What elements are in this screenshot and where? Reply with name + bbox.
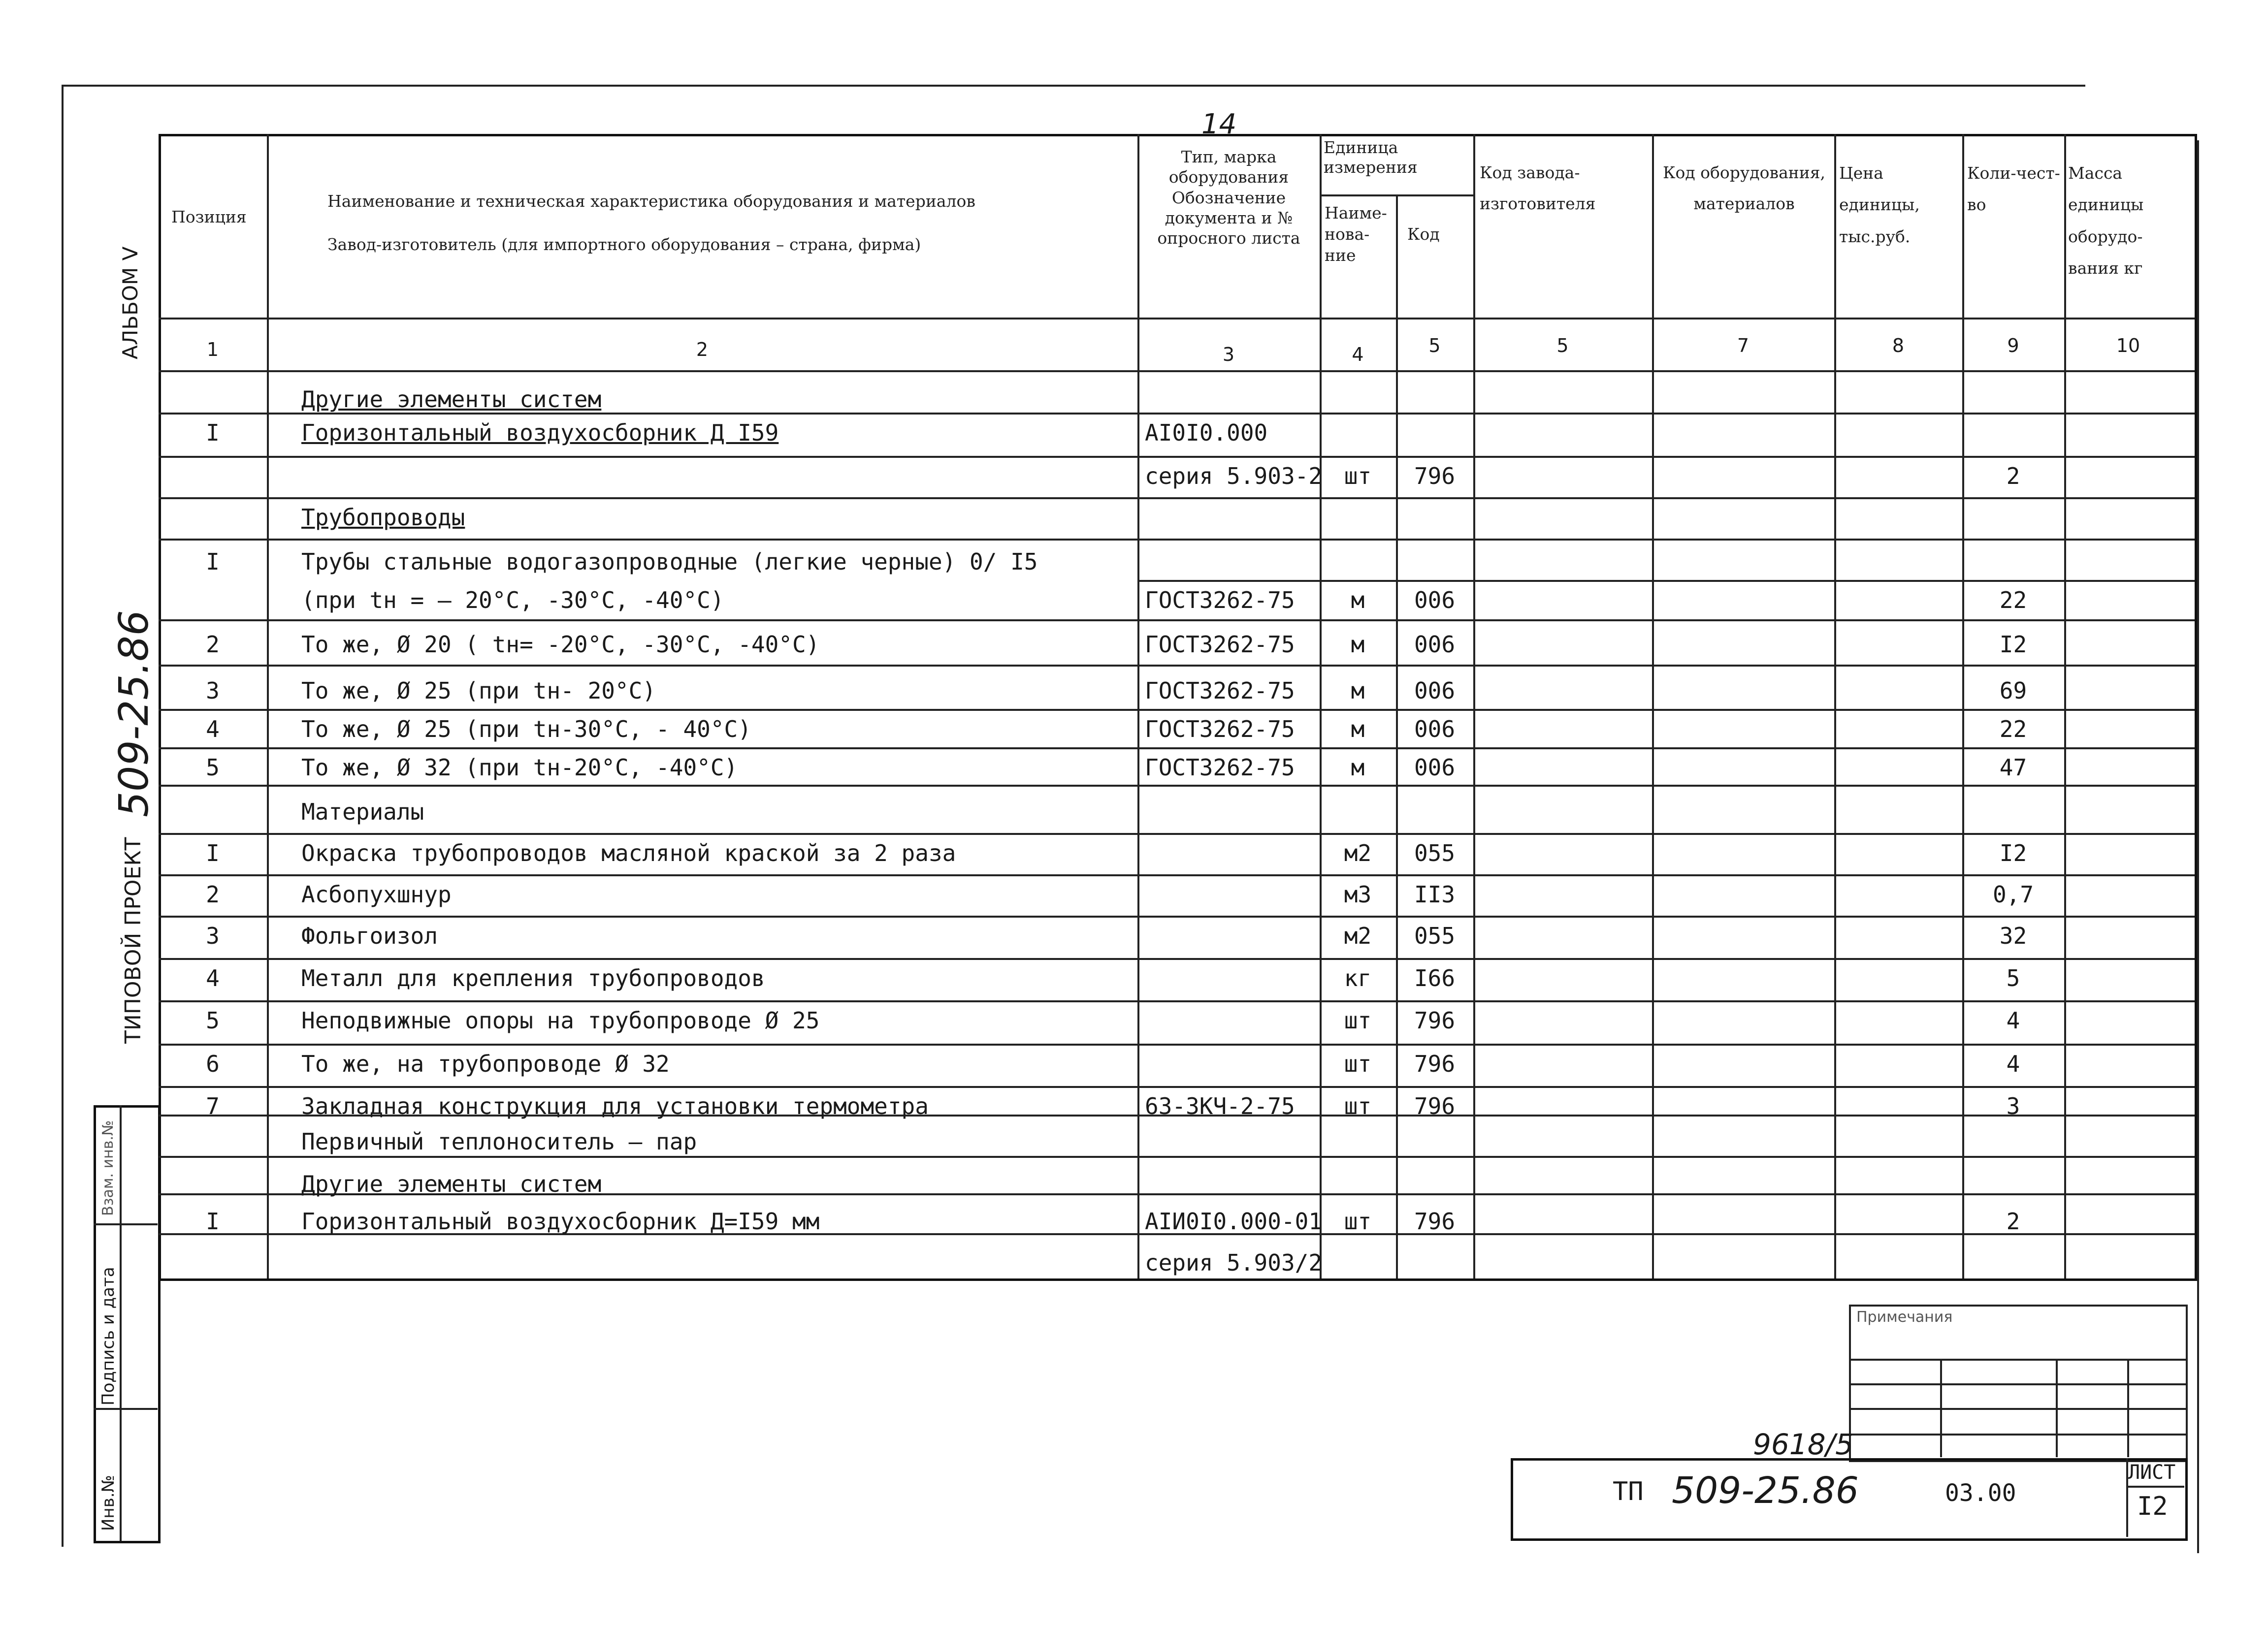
cell-unit: м	[1351, 587, 1365, 613]
album-label: АЛЬБОМ V	[118, 246, 142, 359]
page-number: 14	[1201, 108, 1237, 140]
cell-code: 055	[1414, 923, 1456, 949]
cell-qty: I2	[1999, 631, 2027, 658]
row-line	[159, 1044, 2195, 1046]
cell-name: Трубопроводы	[301, 504, 465, 531]
header-name-line2: Завод-изготовитель (для импортного оборудования – страна, фирма)	[327, 235, 921, 254]
stamp-sign-label: Подпись и дата	[98, 1267, 118, 1405]
header-equip-code: Код оборудования, материалов	[1662, 163, 1826, 213]
cell-pos: 7	[206, 1093, 220, 1119]
cell-name: Материалы	[301, 798, 424, 825]
cell-unit: м2	[1344, 923, 1372, 949]
cell-unit: шт	[1344, 1093, 1372, 1119]
cell-code: 006	[1414, 587, 1456, 613]
cell-code: 796	[1414, 1093, 1456, 1119]
col-line-1	[267, 134, 269, 1278]
colnum-5b: 5	[1556, 335, 1569, 356]
cell-name: Горизонтальный воздухосборник Д I59	[301, 419, 779, 446]
cell-unit: шт	[1344, 1007, 1372, 1034]
cell-code: 006	[1414, 754, 1456, 781]
cell-name: Другие элементы систем	[301, 1171, 602, 1197]
row-line	[159, 747, 2195, 749]
row-line	[159, 413, 2195, 415]
row-line	[159, 1086, 2195, 1088]
stamp-inv-label: Инв.№	[98, 1475, 118, 1531]
colnum-10: 10	[2116, 335, 2140, 356]
cell-pos: I	[206, 548, 220, 575]
colnum-bottom-line	[159, 370, 2195, 372]
cell-qty: 32	[1999, 923, 2027, 949]
cell-unit: шт	[1344, 463, 1372, 489]
row-line	[159, 916, 2195, 918]
header-maker-code: Код завода-изготовителя	[1480, 163, 1596, 213]
cell-pos: 4	[206, 965, 220, 991]
cell-type: серия 5.903-2	[1145, 463, 1323, 489]
cell-code: 055	[1414, 840, 1456, 866]
cell-qty: 4	[2006, 1007, 2020, 1034]
cell-type: AI0I0.000	[1145, 419, 1268, 446]
cell-code: II3	[1414, 881, 1456, 908]
cell-qty: 22	[1999, 716, 2027, 742]
row-line	[159, 833, 2195, 835]
cell-type: ГОСТ3262-75	[1145, 587, 1295, 613]
header-unit: Единица измерения	[1324, 138, 1418, 177]
cell-qty: 2	[2006, 1208, 2020, 1235]
cell-qty: 0,7	[1992, 881, 2034, 908]
colnum-4: 4	[1352, 344, 1364, 365]
cell-qty: 4	[2006, 1051, 2020, 1077]
row-line	[159, 1000, 2195, 1002]
typical-project-label: ТИПОВОЙ ПРОЕКТ	[121, 837, 146, 1044]
row-line	[159, 539, 2195, 541]
cell-unit: м	[1351, 716, 1365, 742]
cell-qty: 3	[2006, 1093, 2020, 1119]
frame-right-line	[2197, 140, 2199, 1553]
col-line-2	[1137, 134, 1139, 1278]
cell-type: ГОСТ3262-75	[1145, 754, 1295, 781]
notes-grid-2	[1849, 1383, 2186, 1385]
cell-qty: 2	[2006, 463, 2020, 489]
unit-subheader-line	[1320, 194, 1473, 196]
row-line	[159, 1156, 2195, 1158]
header-unit-name: Наиме-нова-ние	[1325, 203, 1387, 265]
stamp-replace-label: Взам. инв.№	[99, 1120, 117, 1216]
cell-code: 006	[1414, 677, 1456, 704]
row-line	[159, 665, 2195, 667]
cell-qty: 69	[1999, 677, 2027, 704]
cell-unit: м	[1351, 754, 1365, 781]
row-line	[159, 497, 2195, 499]
cell-pos: 6	[206, 1051, 220, 1077]
cell-unit: м	[1351, 677, 1365, 704]
col-line-6	[1652, 134, 1654, 1278]
cell-code: 796	[1414, 1007, 1456, 1034]
cell-type: ГОСТ3262-75	[1145, 716, 1295, 742]
sheet-divider	[2126, 1486, 2184, 1488]
sheet-code: 03.00	[1945, 1479, 2016, 1507]
header-price: Цена единицы, тыс.руб.	[1839, 163, 1920, 246]
cell-name: То же, на трубопроводе Ø 32	[301, 1051, 670, 1077]
cell-code: 796	[1414, 463, 1456, 489]
cell-pos: I	[206, 419, 220, 446]
cell-unit: шт	[1344, 1051, 1372, 1077]
cell-pos: 2	[206, 881, 220, 908]
cell-name: То же, Ø 32 (при tн-20°C, -40°C)	[301, 754, 738, 781]
side-stamp-row1	[94, 1223, 158, 1225]
cell-pos: 2	[206, 631, 220, 658]
cell-name: То же, Ø 25 (при tн- 20°C)	[301, 677, 656, 704]
cell-code: 796	[1414, 1051, 1456, 1077]
side-stamp-divider	[120, 1105, 122, 1541]
cell-pos: 5	[206, 1007, 220, 1034]
header-type: Тип, марка оборудования Обозначение документа и № опросного листа	[1157, 147, 1300, 248]
colnum-2: 2	[696, 339, 709, 360]
cell-name: То же, Ø 20 ( tн= -20°C, -30°C, -40°C)	[301, 631, 820, 658]
cell-name: Металл для крепления трубопроводов	[301, 965, 765, 991]
row-line	[159, 958, 2195, 960]
cell-code: I66	[1414, 965, 1456, 991]
cell-name: Фольгоизол	[301, 923, 438, 949]
cell-pos: I	[206, 840, 220, 866]
cell-pos: 5	[206, 754, 220, 781]
cell-name: Закладная конструкция для установки термометра	[301, 1093, 929, 1119]
cell-name: Трубы стальные водогазопроводные (легкие черные) 0/ I5	[301, 548, 1038, 575]
header-qty: Коли-чест-во	[1967, 163, 2060, 215]
colnum-3: 3	[1222, 344, 1235, 365]
cell-name: Первичный теплоноситель – пар	[301, 1128, 697, 1155]
cell-name: Другие элементы систем	[301, 386, 602, 413]
col-line-7	[1834, 134, 1836, 1278]
cell-type: 63-3КЧ-2-75	[1145, 1093, 1295, 1119]
header-unit-code: Код	[1407, 224, 1440, 244]
cell-code: 006	[1414, 716, 1456, 742]
cell-name: То же, Ø 25 (при tн-30°C, - 40°C)	[301, 716, 751, 742]
notes-grid-4	[1849, 1434, 2186, 1436]
colnum-8: 8	[1892, 335, 1905, 356]
notes-label: Примечания	[1856, 1309, 1953, 1326]
cell-qty: 47	[1999, 754, 2027, 781]
notes-grid-3	[1849, 1408, 2186, 1410]
cell-name: (при tн = – 20°C, -30°C, -40°C)	[301, 587, 724, 613]
row-line	[1137, 580, 2195, 582]
cell-type: серия 5.903/2	[1145, 1249, 1323, 1276]
header-bottom-line	[159, 318, 2195, 319]
col-line-9	[2064, 134, 2066, 1278]
row-line	[159, 874, 2195, 876]
cell-unit: шт	[1344, 1208, 1372, 1235]
notes-grid-v2	[2056, 1359, 2058, 1457]
cell-pos: 3	[206, 923, 220, 949]
sheet-label: ЛИСТ	[2128, 1461, 2176, 1484]
cell-type: ГОСТ3262-75	[1145, 677, 1295, 704]
row-line	[159, 785, 2195, 787]
header-mass: Масса единицы оборудо-вания кг	[2068, 163, 2144, 278]
cell-name: Неподвижные опоры на трубопроводе Ø 25	[301, 1007, 820, 1034]
cell-name: Окраска трубопроводов масляной краской за 2 раза	[301, 840, 956, 866]
cell-pos: 4	[206, 716, 220, 742]
row-line	[159, 456, 2195, 458]
cell-qty: 22	[1999, 587, 2027, 613]
frame-top-line	[62, 85, 2085, 87]
cell-code: 796	[1414, 1208, 1456, 1235]
cell-unit: м2	[1344, 840, 1372, 866]
row-line	[159, 709, 2195, 711]
colnum-5a: 5	[1428, 335, 1441, 356]
notes-grid-1	[1849, 1359, 2186, 1361]
tp-prefix: ТП	[1613, 1477, 1644, 1506]
cell-name: Асбопухшнур	[301, 881, 452, 908]
archive-number: 9618/5	[1753, 1428, 1854, 1461]
side-project-number: 509-25.86	[111, 610, 158, 817]
notes-grid-v3	[2127, 1359, 2129, 1457]
row-line	[159, 619, 2195, 621]
cell-qty: I2	[1999, 840, 2027, 866]
cell-type: AIИ0I0.000-01	[1145, 1208, 1323, 1235]
cell-code: 006	[1414, 631, 1456, 658]
cell-unit: м	[1351, 631, 1365, 658]
colnum-7: 7	[1737, 335, 1750, 356]
cell-pos: I	[206, 1208, 220, 1235]
header-name-line1: Наименование и техническая характеристика оборудования и материалов	[327, 192, 975, 211]
notes-grid-v1	[1940, 1359, 1942, 1457]
colnum-9: 9	[2007, 335, 2019, 356]
cell-type: ГОСТ3262-75	[1145, 631, 1295, 658]
colnum-1: 1	[206, 339, 219, 360]
side-stamp-row2	[94, 1408, 158, 1410]
col-line-5	[1473, 134, 1475, 1278]
cell-unit: кг	[1344, 965, 1372, 991]
header-position: Позиция	[171, 207, 247, 226]
cell-pos: 3	[206, 677, 220, 704]
frame-left-line	[62, 85, 64, 1547]
cell-name: Горизонтальный воздухосборник Д=I59 мм	[301, 1208, 820, 1235]
cell-qty: 5	[2006, 965, 2020, 991]
sheet-number: I2	[2137, 1492, 2168, 1521]
cell-unit: м3	[1344, 881, 1372, 908]
tp-number: 509-25.86	[1672, 1469, 1859, 1512]
